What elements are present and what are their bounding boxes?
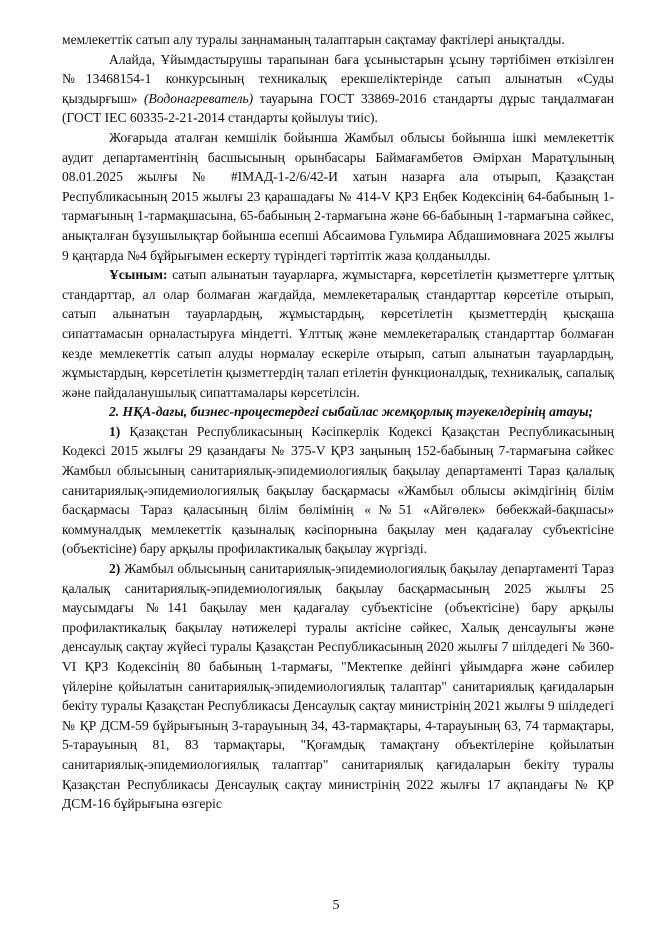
section-heading-number: 2. — [109, 404, 120, 420]
page-number: 5 — [332, 898, 340, 913]
finding-italic-term: (Водонагреватель) — [144, 90, 254, 106]
recommendation-label: Ұсыным: — [109, 267, 168, 283]
list-item-1 — [62, 422, 614, 559]
section-heading-text: НҚА-дағы, бизнес-процестердегі сыбайлас жемқорлық тәуекелдерінің атауы; — [119, 404, 594, 420]
list-item-2-number: 2) — [109, 561, 121, 577]
paragraph-procurement-finding — [62, 50, 614, 128]
list-item-1-number: 1) — [109, 423, 121, 439]
recommendation-text: сатып алынатын тауарларға, жұмыстарға, көрсетілетін қызметтерге ұлттық стандарттар, ал олар болмаған жағдайда, мемлекетаралық стандарттар көрсетіле отырып, сатып алынатын тауарлардың, жұмыстардың, көрсетілетін қызметтердің қысқаша сипаттамасын орналастыруға міндетті. Ұлттық және мемлекетаралық стандарттар болмаған кезде мемлекеттік сатып алуды нормалау ескеріле отырып, сатып алынатын тауарлардың, жұмыстардың, көрсетілетін қызметтердің талап етілетін функционалдық, техникалық, сапалық және пайдаланушылық сипаттамалары көрсетілсін. — [62, 267, 614, 400]
section-heading — [62, 402, 614, 422]
document-page — [62, 30, 614, 814]
paragraph-disciplinary-action: Жоғарыда аталған кемшілік бойынша Жамбыл облысы бойынша ішкі мемлекеттік аудит департаментінің басшысының орынбасары Баймағамбетов Әмірхан Маратұлының 08.01.2025 жылғы № #ІМАД-1-2/6/42-И хатын назарға ала отырып, Қазақстан Республикасының 2015 жылғы 23 қарашадағы № 414-V ҚРЗ Еңбек Кодексінің 64-бабының 1-тармағының 1-тармақшасына, 65-бабының 2-тармағына және 66-бабының 1-тармағына сәйкес, анықталған бұзушылықтар бойынша есепші Абсаимова Гульмира Абдашимовнаға 2025 жылғы 9 қаңтарда №4 бұйрығымен ескерту түріндегі тәртіптік жаза қолданылды. — [62, 129, 614, 263]
list-item-2-text: Жамбыл облысының санитариялық-эпидемиологиялық бақылау департаменті Тараз қалалық санитариялық-эпидемиологиялық бақылау басқармасының 2025 жылғы 25 маусымдағы №141 бақылау мен қадағалау субъектісіне (объектісіне) бару арқылы профилактикалық бақылау нәтижелері туралы актісіне сәйкес, Халық денсаулығы және денсаулық сақтау жүйесі туралы Қазақстан Республикасының 2020 жылғы 7 шілдедегі № 360-VI ҚРЗ Кодексінің 80 бабының 1-тармағы, "Мектепке дейінгі ұйымдарға және сәбилер үйлеріне қойылатын санитариялық-эпидемиологиялық талаптар" санитариялық қағидаларын бекіту туралы Қазақстан Республикасы Денсаулық сақтау министрінің 2021 жылғы 9 шілдедегі № ҚР ДСМ-59 бұйрығының 3-тарауының 34, 43-тармақтары, 4-тарауының 63, 74 тармақтары, 5-тарауының 81, 83 тармақтары, "Қоғамдық тамақтану объектілеріне қойылатын санитариялық-эпидемиологиялық талаптар" санитариялық қағидаларын бекіту туралы Қазақстан Республикасы Денсаулық сақтау министрінің 2022 жылғы 17 ақпандағы № ҚР ДСМ-16 бұйрығына өзгеріс — [62, 561, 614, 812]
list-item-2 — [62, 559, 614, 814]
finding-text-b: тауарына ГОСТ 33869-2016 стандарты дұрыс таңдалмаған (ГОСТ IEC 60335-2-21-2014 стандарты қойылуы тиіс). — [62, 90, 614, 126]
paragraph-recommendation — [62, 265, 614, 402]
paragraph-continuation: мемлекеттік сатып алу туралы заңнаманың талаптарын сақтамау фактілері анықталды. — [62, 32, 565, 47]
list-item-1-text: Қазақстан Республикасының Кәсіпкерлік Кодексі Қазақстан Республикасының Кодексі 2015 жылғы 29 қазандағы № 375-V ҚРЗ заңының 152-бабының 7-тармағына сәйкес Жамбыл облысының санитариялық-эпидемиологиялық бақылау департаменті Тараз қалалық санитариялық-эпидемиологиялық бақылау басқармасы «Жамбыл облысы әкімдігінің білім басқармасы Тараз қаласының білім бөлімінің «№51 «Айгөлек» бөбекжай-бақшасы» коммуналдық мемлекеттік қазыналық кәсіпорнына бақылау мен қадағалау субъектісіне (объектісіне) бару арқылы профилактикалық бақылау жүргізді. — [62, 423, 614, 557]
finding-text-a: Алайда, Ұйымдастырушы тарапынан баға ұсыныстарын ұсыну тәртібімен өткізілген №13468154-1 конкурсының техникалық ерекшеліктерінде сатып алынатын «Суды қыздырғыш» — [62, 51, 614, 106]
